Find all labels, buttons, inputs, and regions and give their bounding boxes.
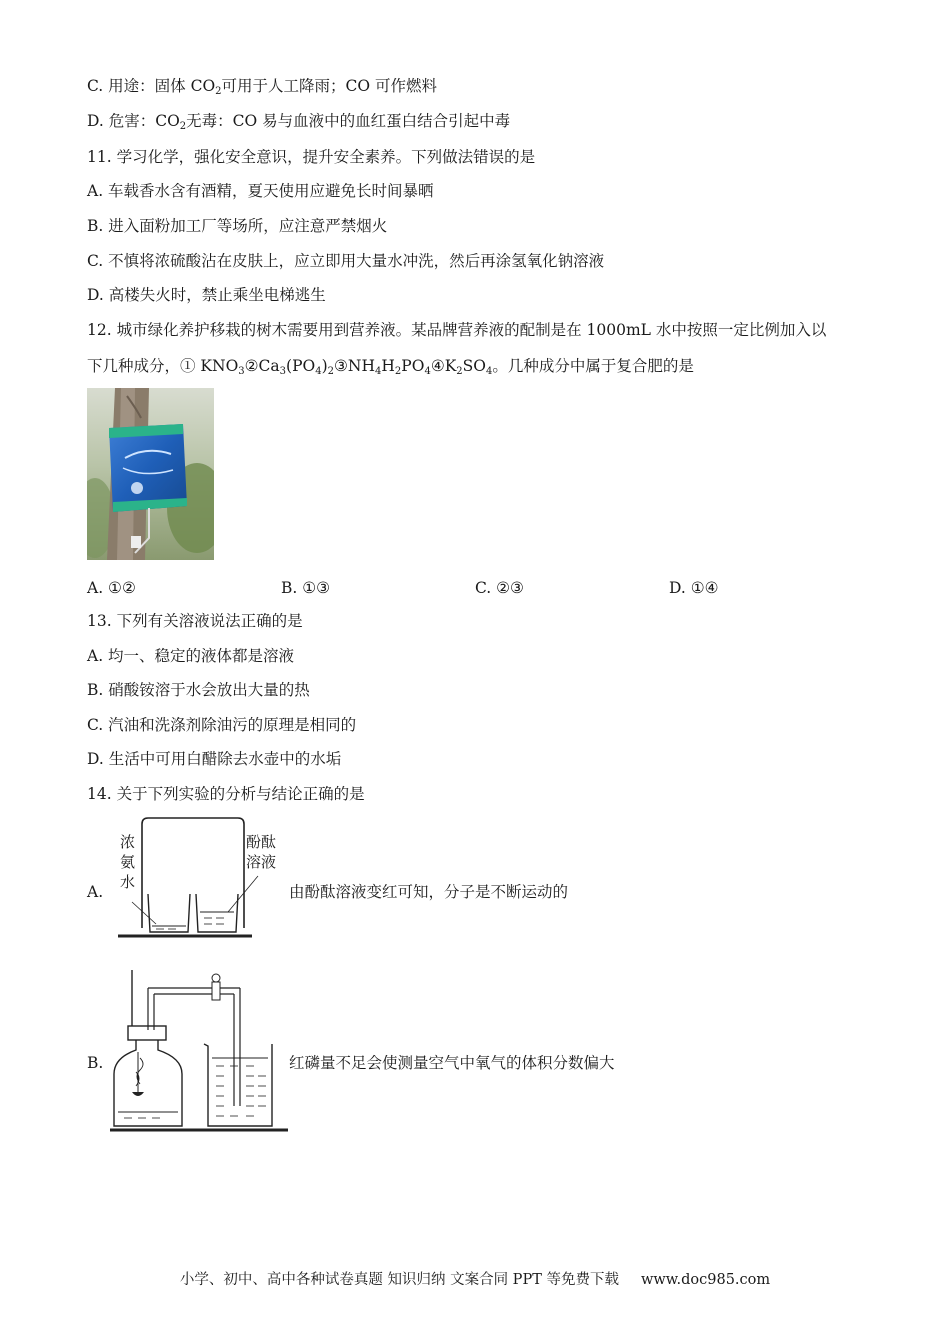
q10-option-d: D. 危害：$CO_2$无毒：CO 易与血液中的血红蛋白结合引起中毒 [87,112,511,132]
footer-url[interactable]: www.doc985.com [640,1272,771,1288]
phenolphthalein-label: 酚酞 溶液 [246,833,277,871]
q11-option-a: A. 车载香水含有酒精，夏天使用应避免长时间暴晒 [87,182,434,200]
q14-option-b-text: 红磷量不足会使测量空气中氧气的体积分数偏大 [289,1054,615,1072]
q12-option-b: B. ①③ [281,579,331,597]
ammonia-label: 浓 氨 水 [120,833,136,891]
q13-option-b: B. 硝酸铵溶于水会放出大量的热 [87,681,310,699]
q12-option-a: A. ①② [87,579,136,597]
q12-option-d: D. ①④ [669,579,719,597]
q14-option-a-label: A. [87,883,104,901]
q14-option-b-label: B. [87,1054,104,1072]
q14-stem: 14. 关于下列实验的分析与结论正确的是 [87,785,365,803]
nutrient-bag-photo [87,388,214,560]
q12-stem-line2: 下几种成分，① $KNO_3②Ca_3(PO_4)_2③NH_4H_2PO_4④K_2SO_4$。几种成分中属于复合肥的是 [87,357,694,377]
q11-stem: 11. 学习化学，强化安全意识，提升安全素养。下列做法错误的是 [87,148,536,166]
footer-text: 小学、初中、高中各种试卷真题 知识归纳 文案合同 PPT 等免费下载 [179,1272,619,1288]
q11-option-d: D. 高楼失火时，禁止乘坐电梯逃生 [87,286,326,304]
q14-option-a-text: 由酚酞溶液变红可知，分子是不断运动的 [289,883,569,901]
q11-option-c: C. 不慎将浓硫酸沾在皮肤上，应立即用大量水冲洗，然后再涂氢氧化钠溶液 [87,252,605,270]
q13-option-d: D. 生活中可用白醋除去水壶中的水垢 [87,750,342,768]
q13-stem: 13. 下列有关溶液说法正确的是 [87,612,303,630]
q13-option-a: A. 均一、稳定的液体都是溶液 [87,647,295,665]
red-phosphorus-oxygen-apparatus [108,966,290,1134]
q10-option-c: C. 用途：固体 $CO_2$可用于人工降雨；CO 可作燃料 [87,77,438,97]
q12-option-c: C. ②③ [475,579,524,597]
q11-option-b: B. 进入面粉加工厂等场所，应注意严禁烟火 [87,217,388,235]
q12-stem-line1: 12. 城市绿化养护移栽的树木需要用到营养液。某品牌营养液的配制是在 1000mL 水中按照一定比例加入以 [87,321,827,339]
q13-option-c: C. 汽油和洗涤剂除油污的原理是相同的 [87,716,357,734]
page-footer [0,1270,950,1290]
